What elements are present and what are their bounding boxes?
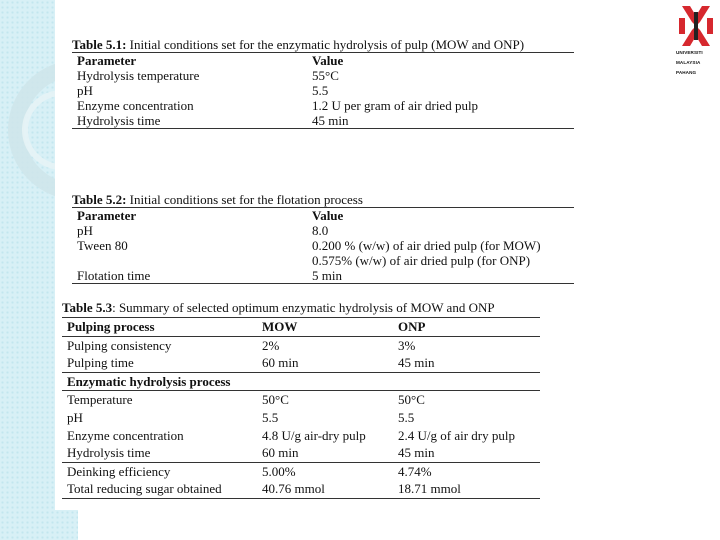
table-row (77, 68, 574, 83)
table-row (67, 391, 540, 409)
table-row (67, 337, 540, 355)
cell-onp: 45 min (398, 355, 435, 371)
header-onp: ONP (398, 319, 426, 334)
table-rule-bottom (72, 283, 574, 284)
table-header-row (67, 318, 540, 336)
logo-text-line3: PAHANG (676, 70, 697, 75)
header-parameter: Parameter (77, 208, 137, 223)
table-header-row (77, 208, 574, 223)
header-mow: MOW (262, 319, 298, 334)
cell-parameter: Temperature (67, 392, 133, 408)
table-rule-bottom (62, 498, 540, 499)
logo-mark-icon (676, 4, 716, 48)
cell-onp: 2.4 U/g of air dry pulp (398, 427, 515, 443)
header-value: Value (312, 208, 344, 223)
cell-parameter: Enzyme concentration (67, 427, 184, 443)
table-row (77, 113, 574, 128)
cell-parameter: Enzyme concentration (77, 98, 194, 113)
cell-value: 1.2 U per gram of air dried pulp (312, 98, 479, 113)
cell-value: 8.0 (312, 223, 329, 238)
header-parameter: Parameter (77, 53, 137, 68)
table-caption (62, 300, 540, 315)
cell-onp: 3% (398, 337, 416, 353)
header-process: Pulping process (67, 319, 155, 334)
table-row (77, 223, 574, 238)
table-label: Table 5.3 (62, 300, 113, 315)
cell-value: 0.200 % (w/w) of air dried pulp (for MOW) (312, 238, 541, 253)
cell-parameter: Pulping consistency (67, 337, 172, 353)
cell-mow: 4.8 U/g air-dry pulp (262, 427, 366, 443)
table-row (67, 354, 540, 372)
table-5-1 (72, 38, 574, 129)
table-5-2 (72, 192, 574, 284)
cell-parameter: Pulping time (67, 355, 134, 371)
table-row (77, 253, 574, 268)
cell-value: 55°C (312, 68, 339, 83)
cell-mow: 60 min (262, 445, 299, 461)
table-row (67, 427, 540, 445)
table-rule-bottom (72, 128, 574, 129)
logo-text-line1: UNIVERSITI (676, 50, 703, 55)
cell-onp: 45 min (398, 445, 435, 461)
table-header-row (77, 53, 574, 68)
cell-mow: 50°C (262, 392, 289, 408)
cell-parameter: Hydrolysis time (77, 113, 161, 128)
cell-value: 5 min (312, 268, 342, 283)
cell-value: 45 min (312, 113, 349, 128)
header-value: Value (312, 53, 344, 68)
table-row (77, 268, 574, 283)
table-caption (72, 192, 574, 207)
table-row (77, 98, 574, 113)
cell-parameter: pH (77, 83, 93, 98)
cell-parameter: Total reducing sugar obtained (67, 481, 222, 497)
cell-onp: 4.74% (398, 463, 432, 479)
cell-mow: 5.00% (262, 463, 296, 479)
cell-onp: 18.71 mmol (398, 481, 461, 497)
table-caption (72, 38, 574, 52)
cell-parameter: Tween 80 (77, 238, 128, 253)
cell-mow: 60 min (262, 355, 299, 371)
cell-onp: 5.5 (398, 409, 415, 425)
table-row (67, 409, 540, 427)
cell-parameter (77, 253, 312, 268)
cell-value: 5.5 (312, 83, 329, 98)
table-row (67, 463, 540, 481)
cell-parameter: Flotation time (77, 268, 151, 283)
cell-parameter: Hydrolysis temperature (77, 68, 200, 83)
logo-text-line2: MALAYSIA (676, 60, 701, 65)
table-row (67, 444, 540, 462)
table-section-row (67, 373, 540, 391)
cell-parameter: pH (67, 409, 83, 425)
table-5-3 (62, 300, 540, 499)
table-title: Initial conditions set for the flotation process (126, 192, 363, 207)
cell-mow: 5.5 (262, 409, 279, 425)
table-row (77, 83, 574, 98)
table-title: Initial conditions set for the enzymatic hydrolysis of pulp (MOW and ONP) (126, 37, 525, 52)
cell-parameter: pH (77, 223, 93, 238)
cell-mow: 40.76 mmol (262, 481, 325, 497)
cell-value: 0.575% (w/w) of air dried pulp (for ONP) (312, 253, 531, 268)
table-row (77, 238, 574, 253)
table-label: Table 5.1: (72, 37, 127, 52)
table-title: : Summary of selected optimum enzymatic hydrolysis of MOW and ONP (112, 300, 495, 315)
table-row (67, 480, 540, 498)
university-logo (676, 4, 720, 80)
section-enzymatic-hydrolysis: Enzymatic hydrolysis process (67, 373, 231, 389)
cell-onp: 50°C (398, 392, 425, 408)
cell-parameter: Hydrolysis time (67, 445, 151, 461)
cell-parameter: Deinking efficiency (67, 463, 171, 479)
table-label: Table 5.2: (72, 192, 127, 207)
cell-mow: 2% (262, 337, 280, 353)
